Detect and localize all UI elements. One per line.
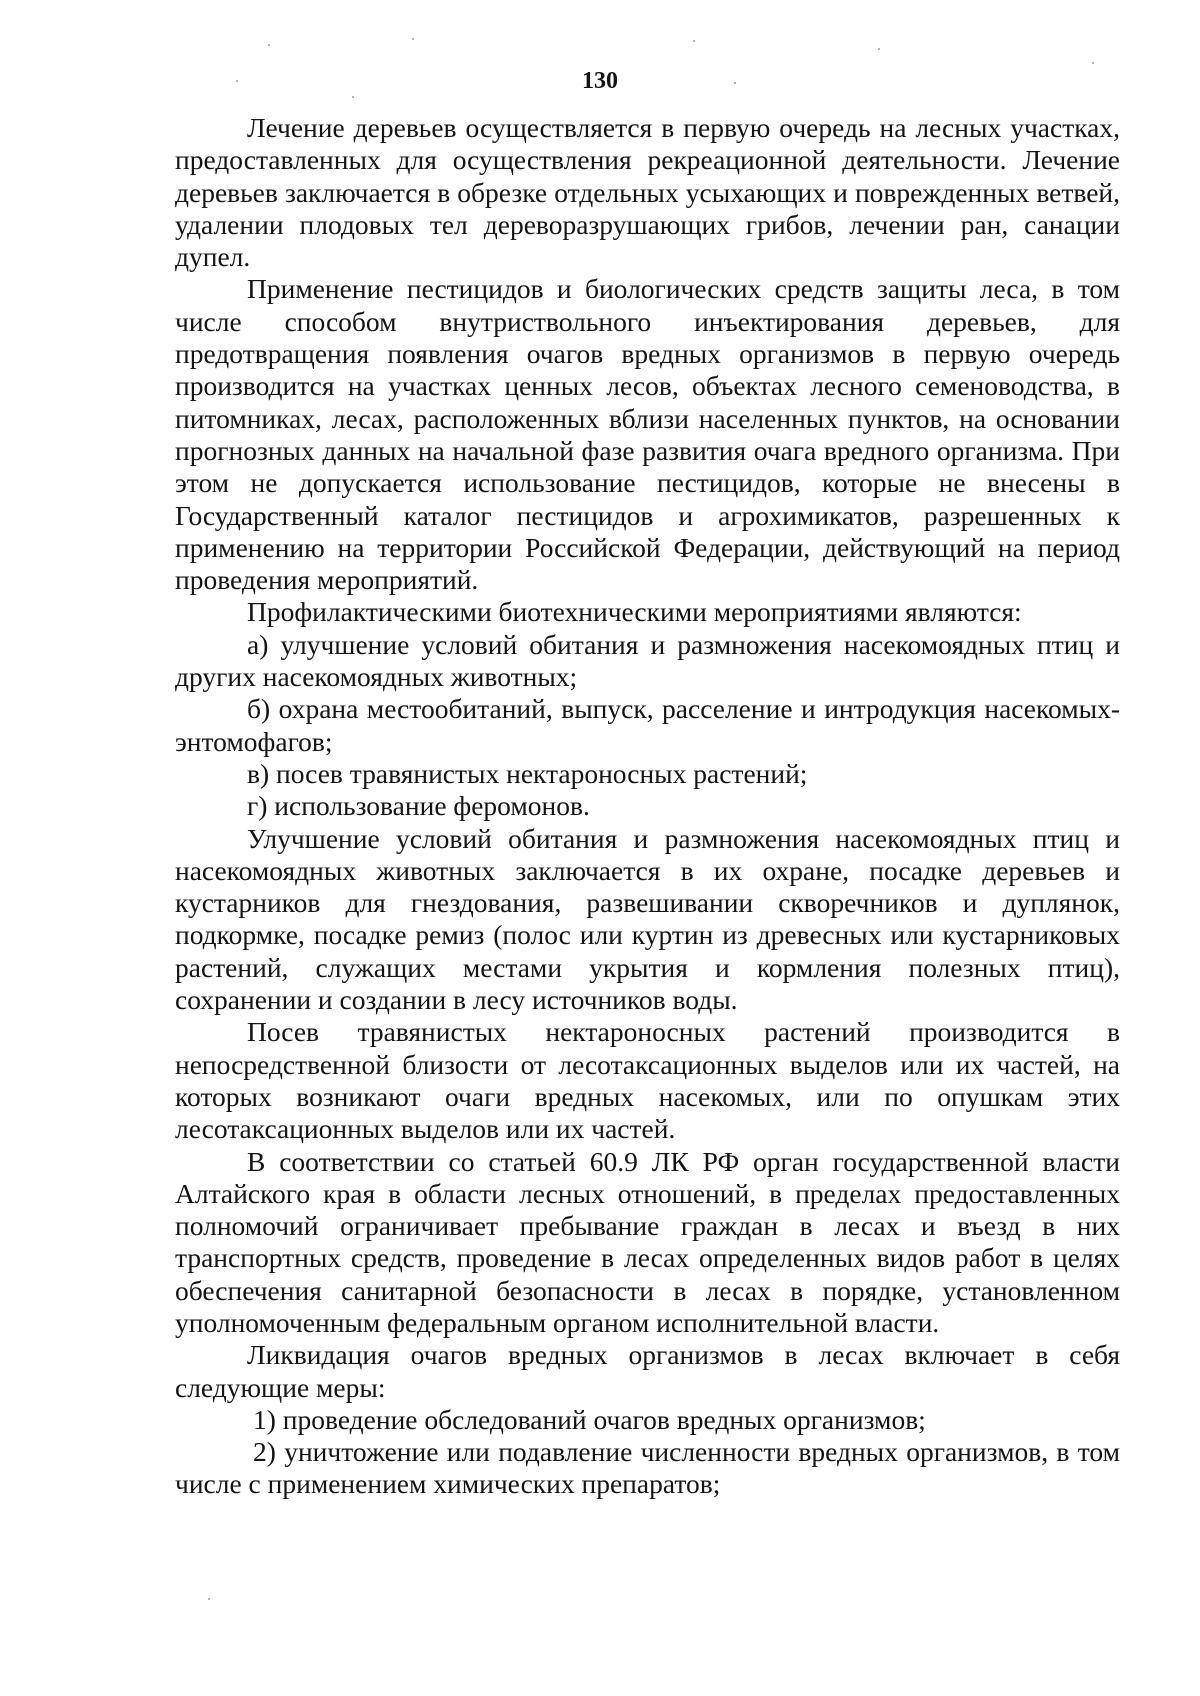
paragraph-biotech-intro: Профилактическими биотехническими мероприятиями являются:	[247, 596, 1022, 628]
list-item-b: б) охрана местообитаний, выпуск, расселение и интродукция насекомых-энтомофагов;	[175, 693, 1120, 757]
paragraph-article-60-9: В соответствии со статьей 60.9 ЛК РФ орган государственной власти Алтайского края в области лесных отношений, в пределах предоставленных полномочий ограничивает пребывание граждан в лесах и въезд в них транспортных средств, проведение в лесах определенных видов работ в целях обеспечения санитарной безопасности в лесах в порядке, установленном уполномоченным федеральным органом исполнительной власти.	[175, 1145, 1120, 1338]
scan-speck	[208, 1598, 210, 1600]
list-item-a: а) улучшение условий обитания и размножения насекомоядных птиц и других насекомоядных животных;	[175, 628, 1120, 693]
scan-speck	[236, 80, 238, 82]
scan-speck	[734, 82, 736, 84]
page-number: 130	[582, 68, 618, 94]
scan-speck	[693, 40, 695, 42]
paragraph-habitat-improvement: Улучшение условий обитания и размножения насекомоядных птиц и насекомоядных животных заключается в их охране, посадке деревьев и кустарников для гнездования, развешивании скворечников и дуплянок, подкормке, посадке ремиз (полос или куртин из древесных или кустарниковых растений, служащих местами укрытия и кормления полезных птиц), сохранении и создании в лесу источников воды.	[175, 822, 1120, 1016]
paragraph-elimination-measures: Ликвидация очагов вредных организмов в лесах включает в себя следующие меры:	[175, 1339, 1120, 1403]
list-item-d: г) использование феромонов.	[247, 790, 590, 822]
list-item-2: 2) уничтожение или подавление численности вредных организмов, в том числе с применением химических препаратов;	[175, 1436, 1120, 1500]
paragraph-tree-treatment: Лечение деревьев осуществляется в первую очередь на лесных участках, предоставленных для осуществления рекреационной деятельности. Лечение деревьев заключается в обрезке отдельных усыхающих и поврежденных ветвей, удалении плодовых тел дереворазрушающих грибов, лечении ран, санации дупел.	[175, 112, 1120, 273]
scan-speck	[352, 96, 354, 98]
list-item-c: в) посев травянистых нектароносных растений;	[247, 757, 808, 789]
scan-speck	[412, 38, 414, 40]
scan-speck	[1092, 62, 1094, 64]
scan-speck	[268, 44, 270, 46]
list-item-1: 1) проведение обследований очагов вредных организмов;	[253, 1403, 926, 1435]
body-text	[175, 112, 1120, 1501]
paragraph-pesticides: Применение пестицидов и биологических средств защиты леса, в том числе способом внутриствольного инъектирования деревьев, для предотвращения появления очагов вредных организмов в первую очередь производится на участках ценных лесов, объектах лесного семеноводства, в питомниках, лесах, расположенных вблизи населенных пунктов, на основании прогнозных данных на начальной фазе развития очага вредного организма. При этом не допускается использование пестицидов, которые не внесены в Государственный каталог пестицидов и агрохимикатов, разрешенных к применению на территории Российской Федерации, действующий на период проведения мероприятий.	[175, 273, 1120, 596]
scan-speck	[878, 48, 880, 50]
paragraph-nectar-plants: Посев травянистых нектароносных растений производится в непосредственной близости от лесотаксационных выделов или их частей, на которых возникают очаги вредных насекомых, или по опушкам этих лесотаксационных выделов или их частей.	[175, 1016, 1120, 1145]
